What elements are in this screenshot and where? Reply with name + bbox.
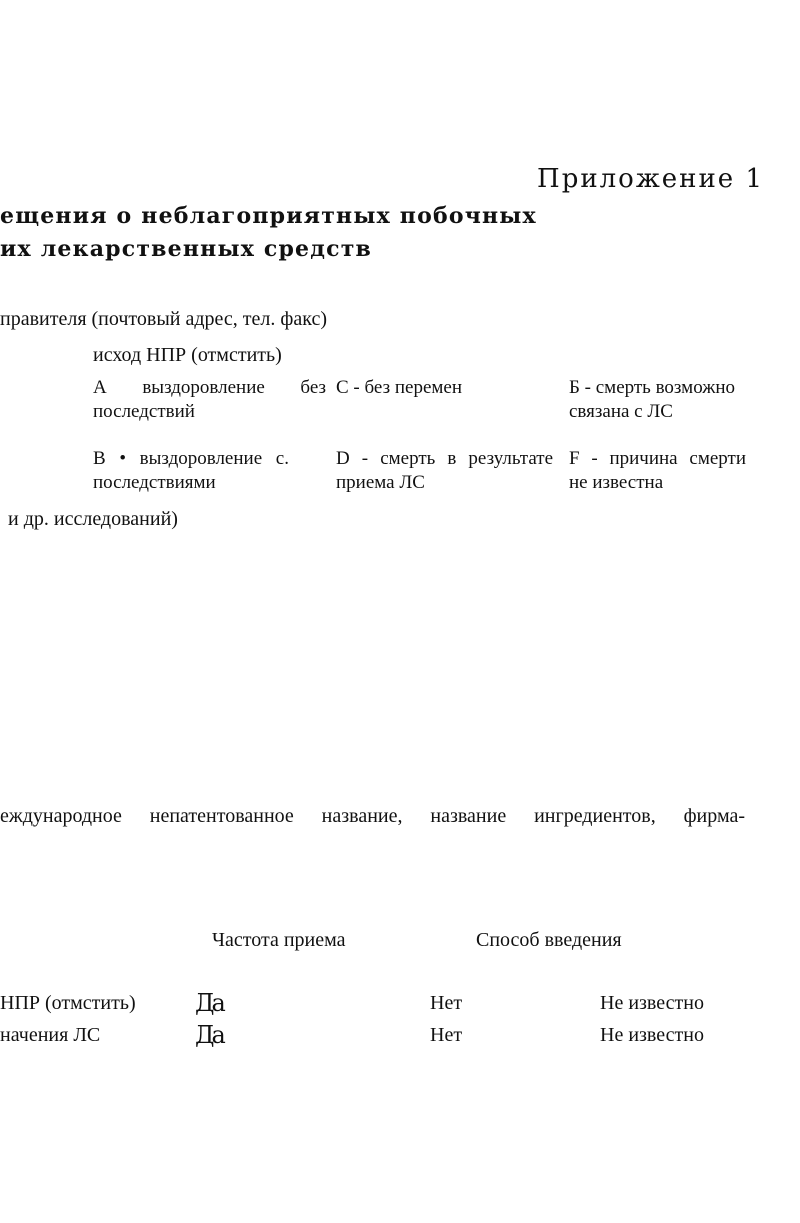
outcome-option-text: последствий (93, 401, 195, 422)
drug-name-line (0, 805, 745, 828)
outcome-option-f (569, 447, 746, 495)
answer-yes[interactable]: Да (195, 1021, 223, 1049)
answer-unknown[interactable]: Не известно (600, 1024, 704, 1046)
outcome-heading: исход НПР (отмстить) (93, 344, 282, 366)
frequency-header: Частота приема (212, 929, 346, 951)
outcome-option-b (569, 376, 749, 424)
question-label: начения ЛС (0, 1024, 101, 1046)
drug-name-text: еждународное непатентованное название, название ингредиентов, фирма- (0, 805, 745, 827)
outcome-option-text: D - смерть в результате (336, 448, 553, 469)
form-title-line-2: их лекарственных средств (0, 236, 373, 262)
outcome-option-text: последствиями (93, 472, 216, 493)
answer-unknown[interactable]: Не известно (600, 992, 704, 1014)
outcome-option-text: А выздоровление без (93, 377, 326, 398)
answer-no[interactable]: Нет (430, 992, 463, 1014)
answer-yes[interactable]: Да (195, 989, 223, 1017)
appendix-label: Приложение 1 (537, 164, 764, 194)
route-header: Способ введения (476, 929, 622, 951)
answer-no[interactable]: Нет (430, 1024, 463, 1046)
question-label: НПР (отмстить) (0, 992, 136, 1014)
outcome-option-d (336, 447, 553, 495)
outcome-option-text: Б - смерть возможно (569, 377, 736, 398)
outcome-option-c (336, 376, 556, 400)
outcome-option-text: В • выздоровление с. (93, 448, 289, 469)
sender-info-line: правителя (почтовый адрес, тел. факс) (0, 308, 327, 330)
outcome-option-text: приема ЛС (336, 472, 425, 493)
form-title-line-1: ещения о неблагоприятных побочных (0, 203, 537, 229)
outcome-option-text: С - без перемен (336, 377, 462, 398)
research-line: и др. исследований) (8, 508, 178, 530)
outcome-option-text: F - причина смерти (569, 448, 746, 469)
outcome-option-text: связана с ЛС (569, 401, 673, 422)
outcome-option-text: не известна (569, 472, 664, 493)
outcome-option-a (93, 376, 326, 424)
outcome-option-v (93, 447, 289, 495)
